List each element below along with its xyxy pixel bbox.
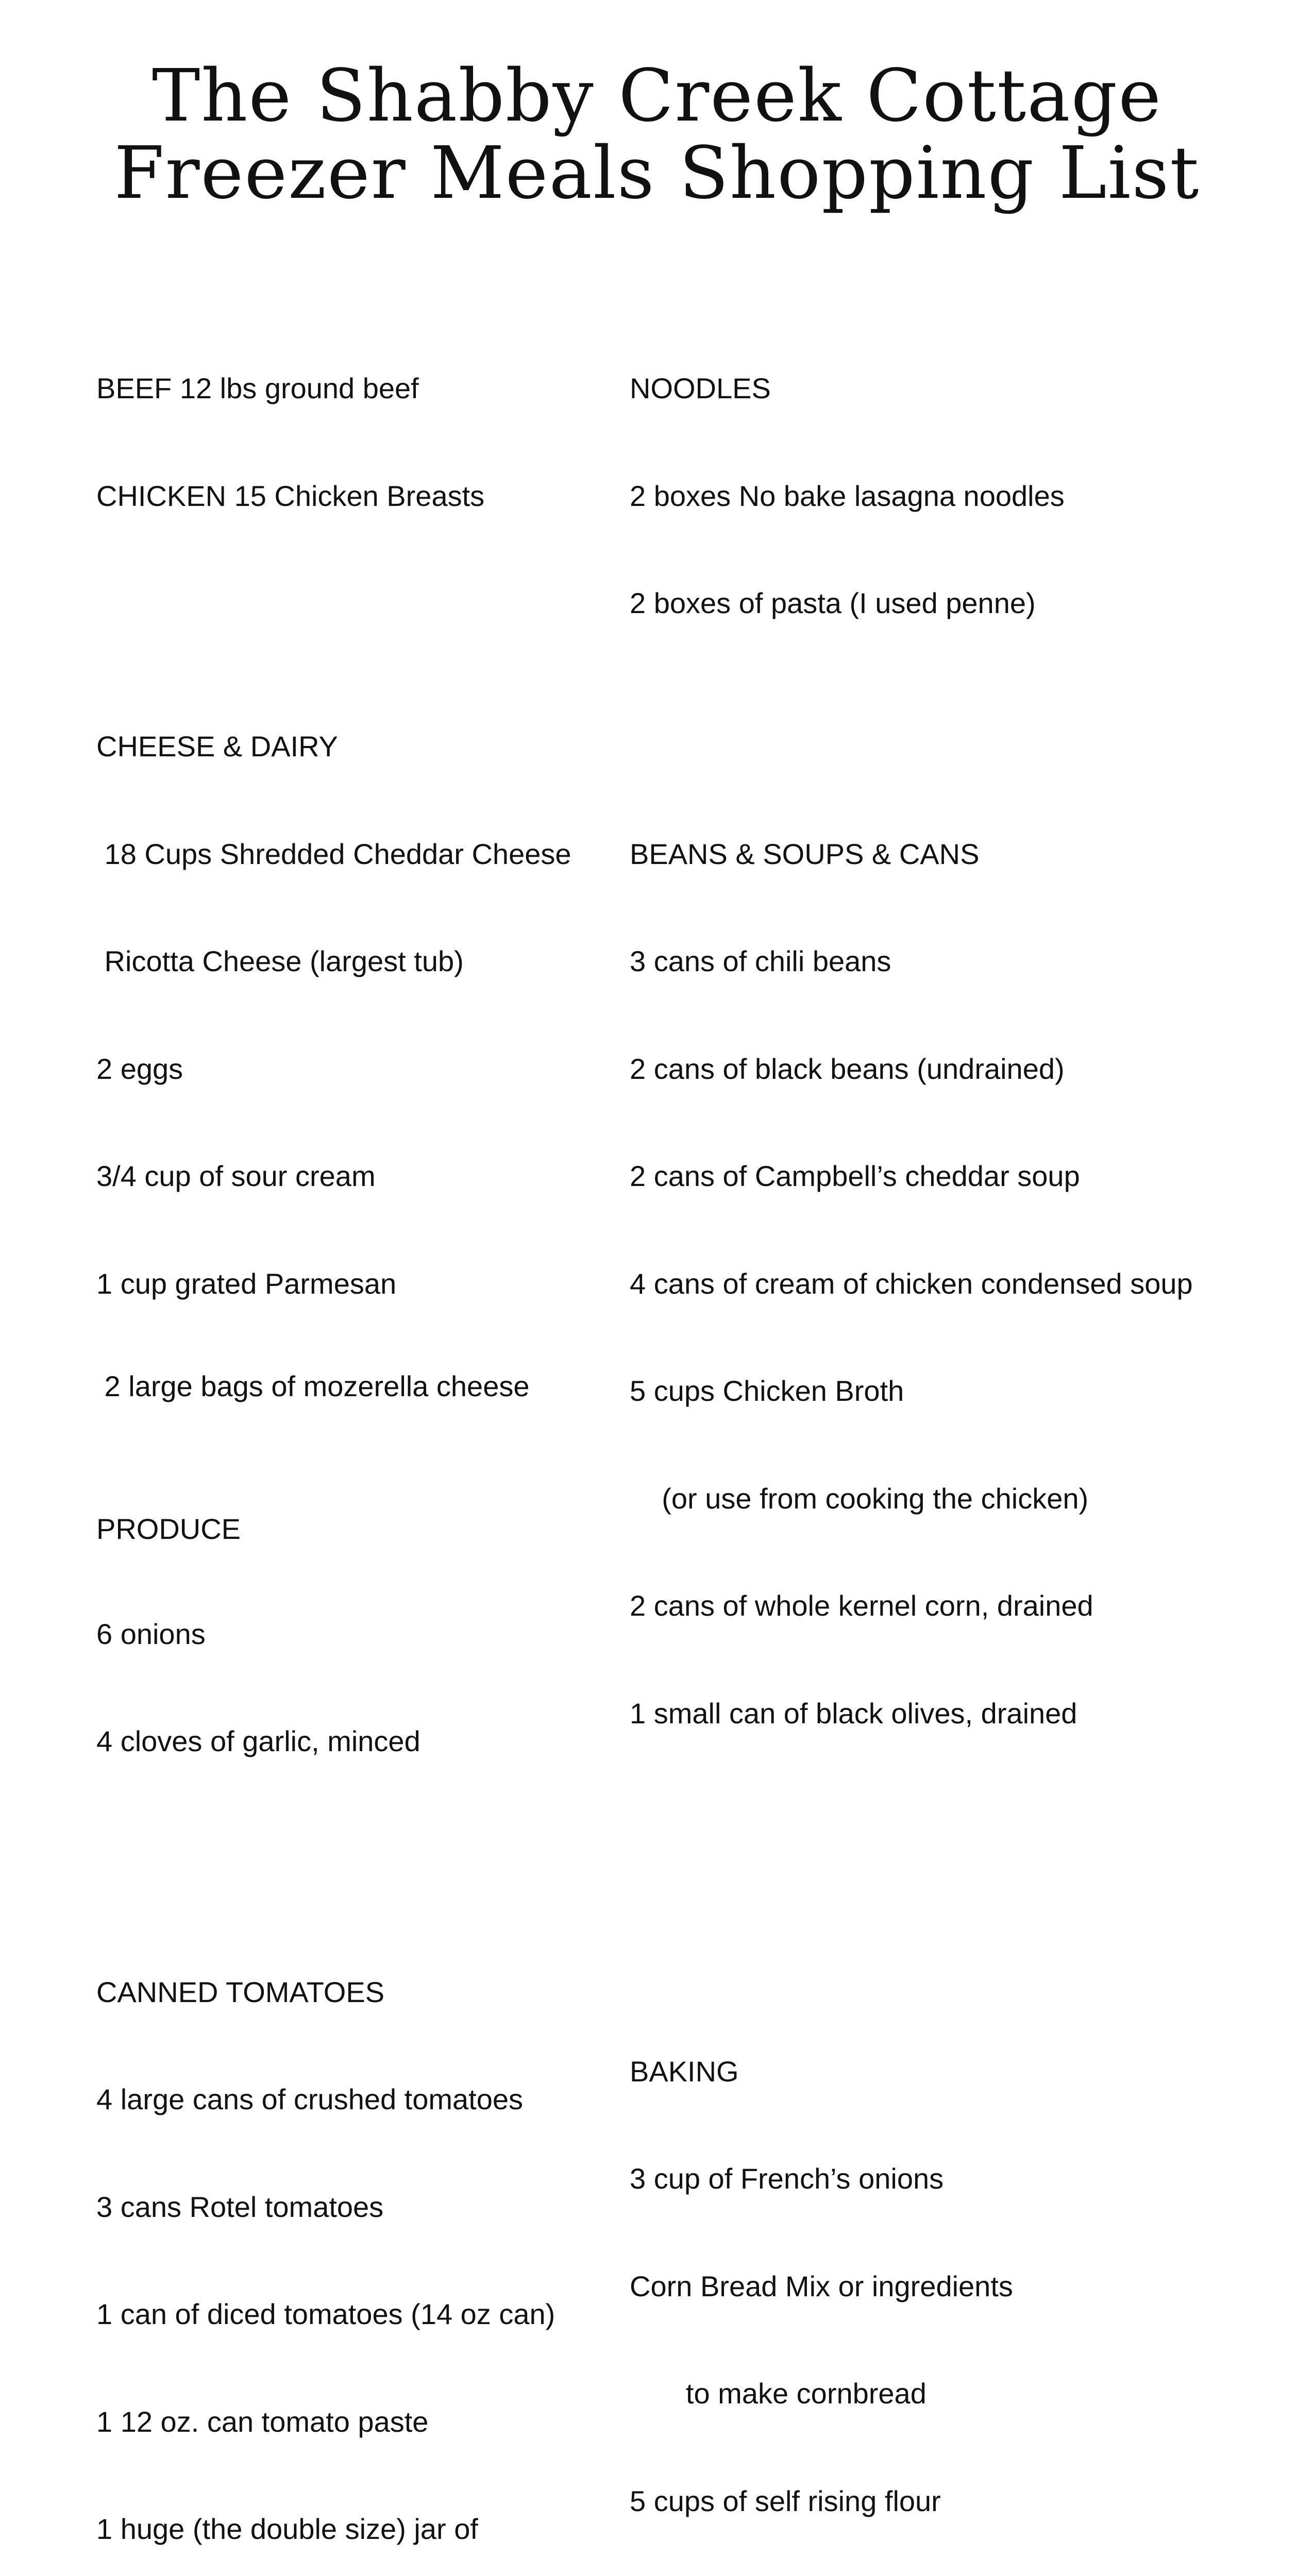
section-heading-cheese-dairy: CHEESE & DAIRY — [96, 730, 338, 762]
section-heading-canned-tomatoes: CANNED TOMATOES — [96, 1975, 385, 2008]
page-title-line-2: Freezer Meals Shopping List — [114, 131, 1200, 215]
spacer — [630, 1910, 1300, 1946]
list-item-chicken: CHICKEN 15 Chicken Breasts — [96, 479, 485, 512]
section-heading-produce: PRODUCE — [96, 1512, 241, 1545]
list-item: 3 cans Rotel tomatoes — [96, 2190, 384, 2223]
list-item: 2 boxes of pasta (I used penne) — [630, 587, 1036, 619]
list-item: 2 cans of black beans (undrained) — [630, 1052, 1065, 1085]
spacer — [630, 1803, 1300, 1839]
list-item: 3/4 cup of sour cream — [96, 1160, 376, 1192]
spacer — [96, 1831, 622, 1867]
list-item: 2 cans of whole kernel corn, drained — [630, 1589, 1093, 1622]
list-item: 1 cup grated Parmesan — [96, 1267, 397, 1300]
list-item: 4 cans of cream of chicken condensed soup — [630, 1267, 1193, 1300]
section-heading-baking: BAKING — [630, 2055, 739, 2088]
list-item: 4 large cans of crushed tomatoes — [96, 2083, 524, 2115]
list-item: 2 boxes No bake lasagna noodles — [630, 479, 1065, 512]
list-item: 5 cups Chicken Broth — [630, 1375, 904, 1407]
section-heading-beans-soups-cans: BEANS & SOUPS & CANS — [630, 837, 980, 870]
list-item: 6 onions — [96, 1617, 206, 1650]
list-item: 2 large bags of mozerella cheese — [96, 1370, 530, 1402]
list-item: 1 small can of black olives, drained — [630, 1697, 1077, 1730]
list-item: 2 eggs — [96, 1052, 183, 1085]
left-column — [96, 299, 622, 2576]
list-item: to make cornbread — [630, 2377, 926, 2410]
right-column — [630, 299, 1300, 2576]
list-item: 3 cans of chili beans — [630, 945, 891, 977]
spacer — [630, 693, 1300, 729]
list-item-beef: BEEF 12 lbs ground beef — [96, 372, 419, 404]
list-item: Ricotta Cheese (largest tub) — [96, 945, 464, 977]
list-item: 4 cloves of garlic, minced — [96, 1725, 420, 1757]
list-item: 1 huge (the double size) jar of — [96, 2513, 478, 2545]
list-item: 1 can of diced tomatoes (14 oz can) — [96, 2298, 555, 2330]
page-title-line-1: The Shabby Creek Cottage — [151, 54, 1163, 138]
list-item: (or use from cooking the chicken) — [630, 1482, 1089, 1515]
list-item: 18 Cups Shredded Cheddar Cheese — [96, 837, 571, 870]
list-item: Corn Bread Mix or ingredients — [630, 2269, 1013, 2302]
list-item: 5 cups of self rising flour — [630, 2484, 941, 2517]
list-item: 1 12 oz. can tomato paste — [96, 2405, 429, 2438]
list-item: 3 cup of French’s onions — [630, 2162, 944, 2195]
spacer — [96, 585, 622, 621]
list-item: 2 cans of Campbell’s cheddar soup — [630, 1160, 1080, 1192]
section-heading-noodles: NOODLES — [630, 372, 771, 404]
